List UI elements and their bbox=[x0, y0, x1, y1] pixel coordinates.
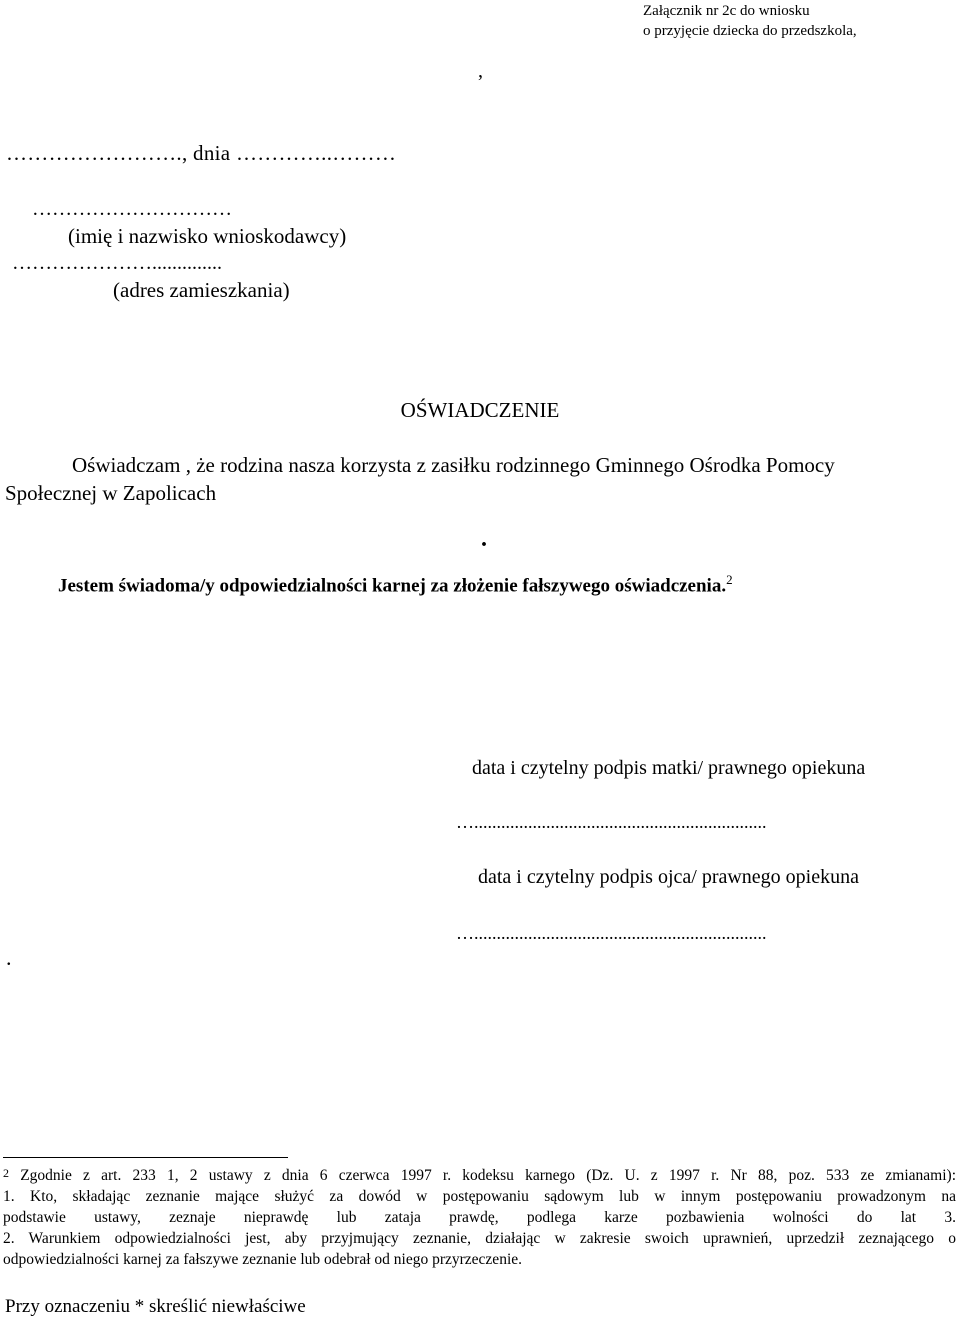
document-title: OŚWIADCZENIE bbox=[400, 398, 560, 422]
awareness-statement bbox=[58, 572, 733, 597]
place-date-line: ……………………., dnia …………..……… bbox=[6, 141, 397, 165]
applicant-name-dots: ………………………… bbox=[32, 198, 232, 220]
statement-period: . bbox=[481, 526, 487, 552]
footnote-line1 bbox=[3, 1165, 956, 1186]
footnote-separator bbox=[3, 1157, 288, 1158]
footnote-line5: odpowiedzialności karnej za fałszywe zeznanie lub odebrał od niego przyrzeczenie. bbox=[3, 1251, 523, 1268]
mother-signature-dots: …................................................................. bbox=[456, 812, 767, 832]
bottom-note: Przy oznaczeniu * skreślić niewłaściwe bbox=[5, 1296, 306, 1317]
attachment-note-line2: o przyjęcie dziecka do przedszkola, bbox=[643, 23, 857, 39]
applicant-address-dots: ………………….............. bbox=[12, 252, 222, 274]
left-period: . bbox=[6, 945, 12, 970]
mother-signature-label: data i czytelny podpis matki/ prawnego opiekuna bbox=[472, 757, 866, 779]
statement-line1: Oświadczam , że rodzina nasza korzysta z zasiłku rodzinnego Gminnego Ośrodka Pomocy bbox=[72, 453, 835, 477]
father-signature-dots: …................................................................. bbox=[456, 923, 767, 943]
awareness-text: Jestem świadoma/y odpowiedzialności karnej za złożenie fałszywego oświadczenia. bbox=[58, 575, 727, 597]
footnote bbox=[3, 1165, 956, 1270]
applicant-address-label: (adres zamieszkania) bbox=[113, 278, 290, 302]
top-comma: , bbox=[478, 60, 483, 82]
footnote-line1-text: Zgodnie z art. 233 1, 2 ustawy z dnia 6 czerwca 1997 r. kodeksu karnego (Dz. U. z 1997 r. Nr 88, poz. 533 ze zmianami): bbox=[20, 1167, 956, 1184]
footnote-line2: 1. Kto, składając zeznanie mające służyć za dowód w postępowaniu sądowym lub w innym postępowaniu prowadzonym na bbox=[3, 1188, 956, 1205]
footnote-ref: 2 bbox=[726, 572, 733, 587]
footnote-line3: podstawie ustawy, zeznaje nieprawdę lub zataja prawdę, podlega karze pozbawienia wolności do lat 3. bbox=[3, 1209, 956, 1226]
applicant-name-label: (imię i nazwisko wnioskodawcy) bbox=[68, 224, 347, 248]
attachment-note-line1: Załącznik nr 2c do wniosku bbox=[643, 3, 810, 19]
statement-line2: Społecznej w Zapolicach bbox=[5, 481, 217, 505]
footnote-line4: 2. Warunkiem odpowiedzialności jest, aby przyjmujący zeznanie, działając w zakresie swoich uprawnień, uprzedził zeznającego o bbox=[3, 1230, 956, 1247]
father-signature-label: data i czytelny podpis ojca/ prawnego opiekuna bbox=[478, 866, 859, 888]
footnote-number: 2 bbox=[3, 1166, 9, 1180]
